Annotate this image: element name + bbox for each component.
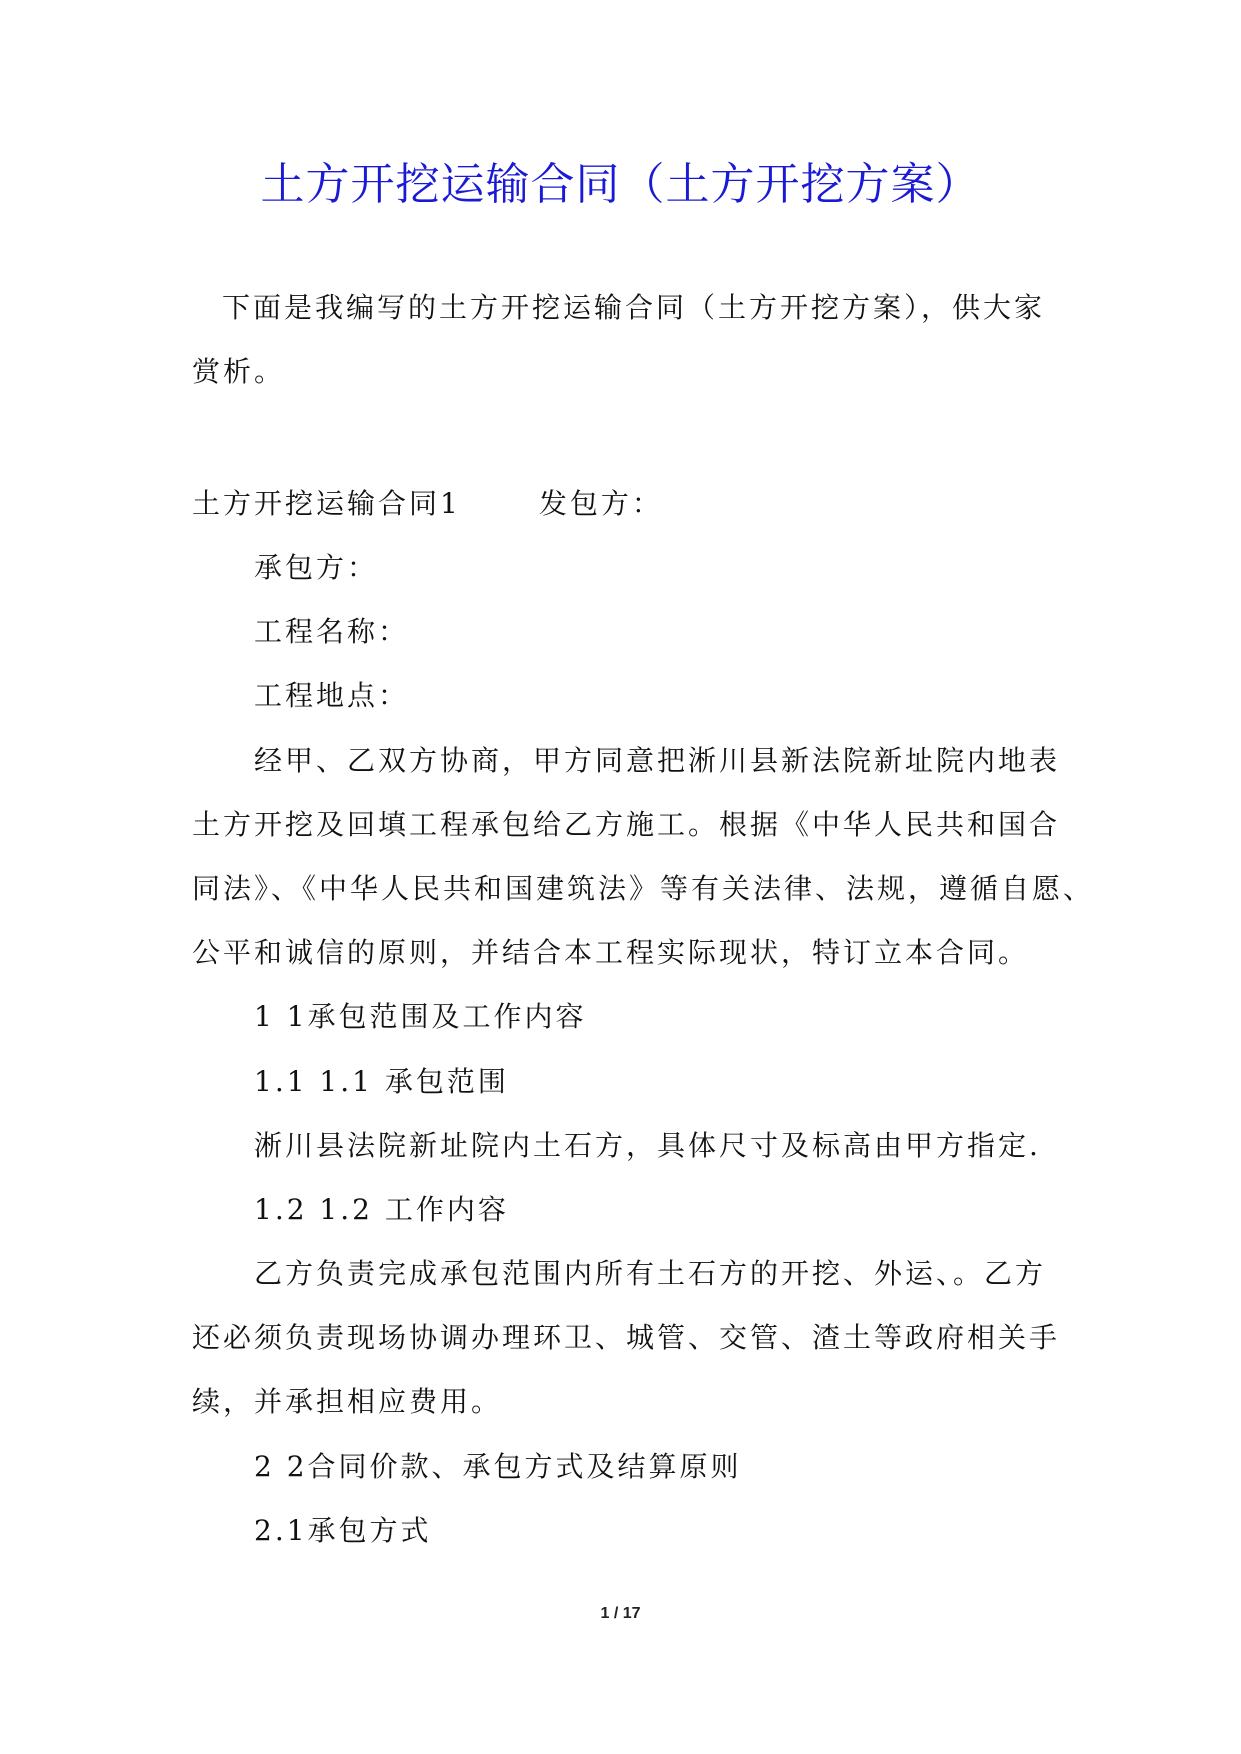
paragraph-line: 还必须负责现场协调办理环卫、城管、交管、渣土等政府相关手 (192, 1321, 1061, 1354)
paragraph-line: 经甲、乙双方协商，甲方同意把淅川县新法院新址院内地表 (254, 744, 1061, 777)
contractor-label: 承包方： (254, 551, 379, 584)
subsection-heading: 1.1 1.1 承包范围 (254, 1065, 509, 1098)
document-title: 土方开挖运输合同（土方开挖方案） (260, 159, 981, 210)
page-number: 1 / 17 (600, 1605, 641, 1622)
section-heading: 2 2合同价款、承包方式及结算原则 (254, 1450, 742, 1483)
contract-heading-line (192, 484, 663, 524)
subsection-heading: 2.1承包方式 (254, 1514, 432, 1547)
subsection-heading: 1.2 1.2 工作内容 (254, 1193, 509, 1226)
paragraph-line: 同法》、《中华人民共和国建筑法》等有关法律、法规，遵循自愿、 (192, 872, 1095, 905)
paragraph-line: 公平和诚信的原则，并结合本工程实际现状，特订立本合同。 (192, 936, 1030, 969)
section-heading: 1 1承包范围及工作内容 (254, 1000, 587, 1033)
project-name-label: 工程名称： (254, 615, 410, 648)
paragraph-line: 土方开挖及回填工程承包给乙方施工。根据《中华人民共和国合 (192, 808, 1061, 841)
paragraph-line: 续，并承担相应费用。 (192, 1385, 503, 1418)
contract-heading: 土方开挖运输合同1 (192, 487, 461, 520)
paragraph-line: 淅川县法院新址院内土石方，具体尺寸及标高由甲方指定. (254, 1129, 1041, 1162)
employer-label: 发包方： (538, 487, 663, 520)
project-location-label: 工程地点： (254, 679, 410, 712)
paragraph-line: 乙方负责完成承包范围内所有土石方的开挖、外运、。乙方 (254, 1257, 1047, 1290)
intro-line-1: 下面是我编写的土方开挖运输合同（土方开挖方案），供大家 (222, 291, 1046, 324)
intro-line-2: 赏析。 (192, 355, 286, 388)
